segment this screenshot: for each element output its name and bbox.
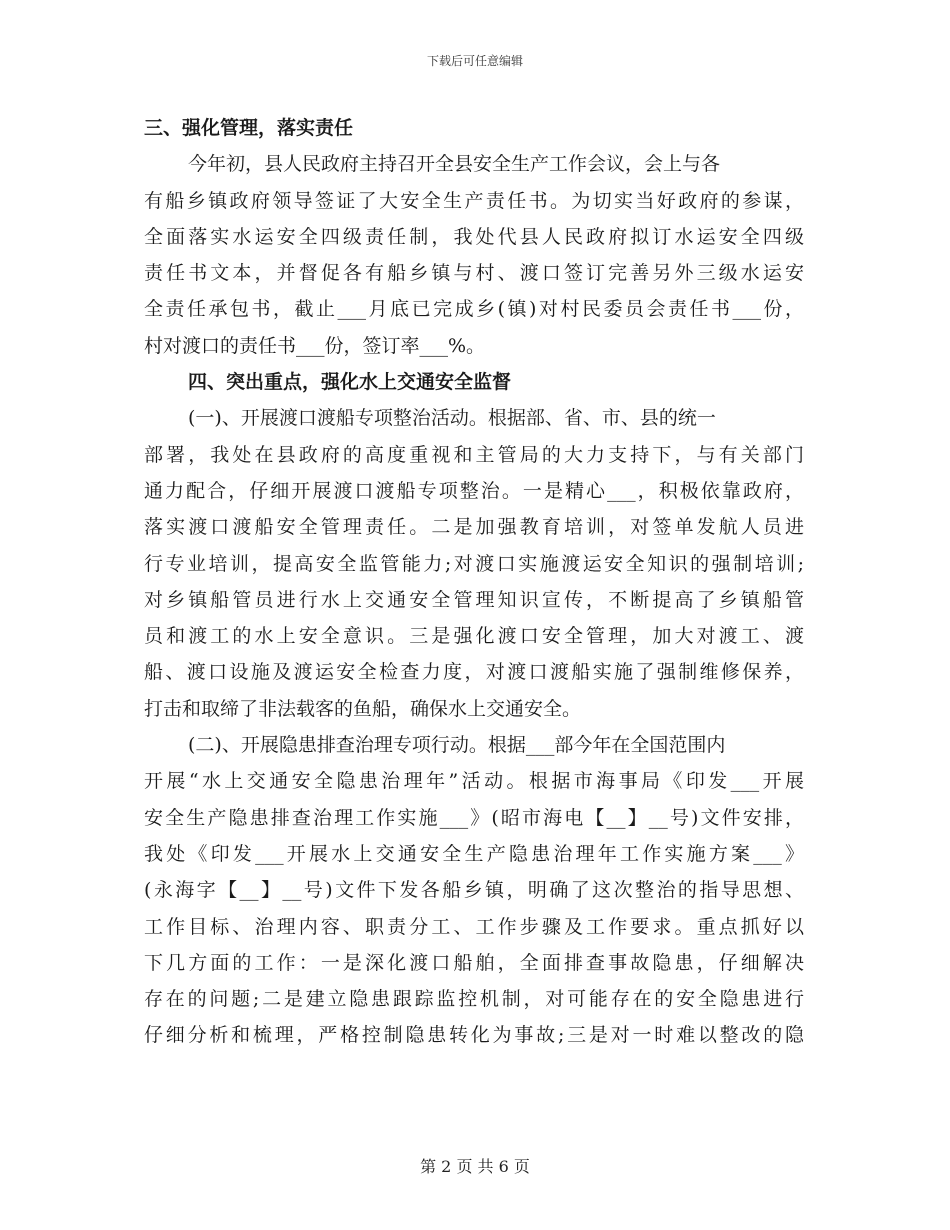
paragraph-line: 船、渡口设施及渡运安全检查力度，对渡口渡船实施了强制维修保养， [144, 661, 804, 684]
paragraph-line: 村对渡口的责任书___份，签订率___%。 [144, 334, 486, 357]
paragraph-line: 落实渡口渡船安全管理责任。二是加强教育培训，对签单发航人员进 [144, 516, 804, 539]
paragraph-line: 打击和取缔了非法载客的鱼船，确保水上交通安全。 [144, 697, 582, 720]
paragraph-line: 对乡镇船管员进行水上交通安全管理知识宣传，不断提高了乡镇船管 [144, 588, 804, 611]
paragraph-line: (永海字【__】__号)文件下发各船乡镇，明确了这次整治的指导思想、 [144, 879, 804, 902]
section-heading-4: 四、突出重点，强化水上交通安全监督 [188, 371, 512, 394]
paragraph-line: 下几方面的工作：一是深化渡口船舶，全面排查事故隐患，仔细解决 [144, 951, 804, 974]
paragraph-line: 通力配合，仔细开展渡口渡船专项整治。一是精心___，积极依靠政府， [144, 479, 804, 502]
paragraph-line: 今年初，县人民政府主持召开全县安全生产工作会议，会上与各 [188, 153, 721, 176]
paragraph-line: 员和渡工的水上安全意识。三是强化渡口安全管理，加大对渡工、渡 [144, 625, 804, 648]
paragraph-line: 全面落实水运安全四级责任制，我处代县人民政府拟订水运安全四级 [144, 225, 804, 248]
paragraph-line: 仔细分析和梳理，严格控制隐患转化为事故;三是对一时难以整改的隐 [144, 1024, 804, 1047]
paragraph-line: 我处《印发___开展水上交通安全生产隐患治理年工作实施方案___》 [144, 842, 804, 865]
paragraph-line: 安全生产隐患排查治理工作实施___》(昭市海电【__】__号)文件安排， [144, 806, 804, 829]
paragraph-line: (二)、开展隐患排查治理专项行动。根据___部今年在全国范围内 [188, 734, 726, 757]
section-heading-3: 三、强化管理，落实责任 [144, 117, 354, 139]
paragraph-line: 开展“水上交通安全隐患治理年”活动。根据市海事局《印发___开展 [144, 770, 804, 793]
paragraph-line: 工作目标、治理内容、职责分工、工作步骤及工作要求。重点抓好以 [144, 915, 804, 938]
paragraph-line: 存在的问题;二是建立隐患跟踪监控机制，对可能存在的安全隐患进行 [144, 988, 804, 1011]
page-footer: 第 2 页 共 6 页 [420, 1157, 530, 1176]
document-body [144, 110, 804, 1054]
paragraph-line: 行专业培训，提高安全监管能力;对渡口实施渡运安全知识的强制培训; [144, 552, 804, 575]
paragraph-line: (一)、开展渡口渡船专项整治活动。根据部、省、市、县的统一 [188, 407, 716, 430]
paragraph-line: 全责任承包书，截止___月底已完成乡(镇)对村民委员会责任书___份， [144, 298, 804, 321]
paragraph-line: 部署，我处在县政府的高度重视和主管局的大力支持下，与有关部门 [144, 443, 804, 466]
page-header: 下载后可任意编辑 [426, 54, 523, 68]
paragraph-line: 责任书文本，并督促各有船乡镇与村、渡口签订完善另外三级水运安 [144, 262, 804, 285]
paragraph-line: 有船乡镇政府领导签证了大安全生产责任书。为切实当好政府的参谋， [144, 189, 804, 212]
